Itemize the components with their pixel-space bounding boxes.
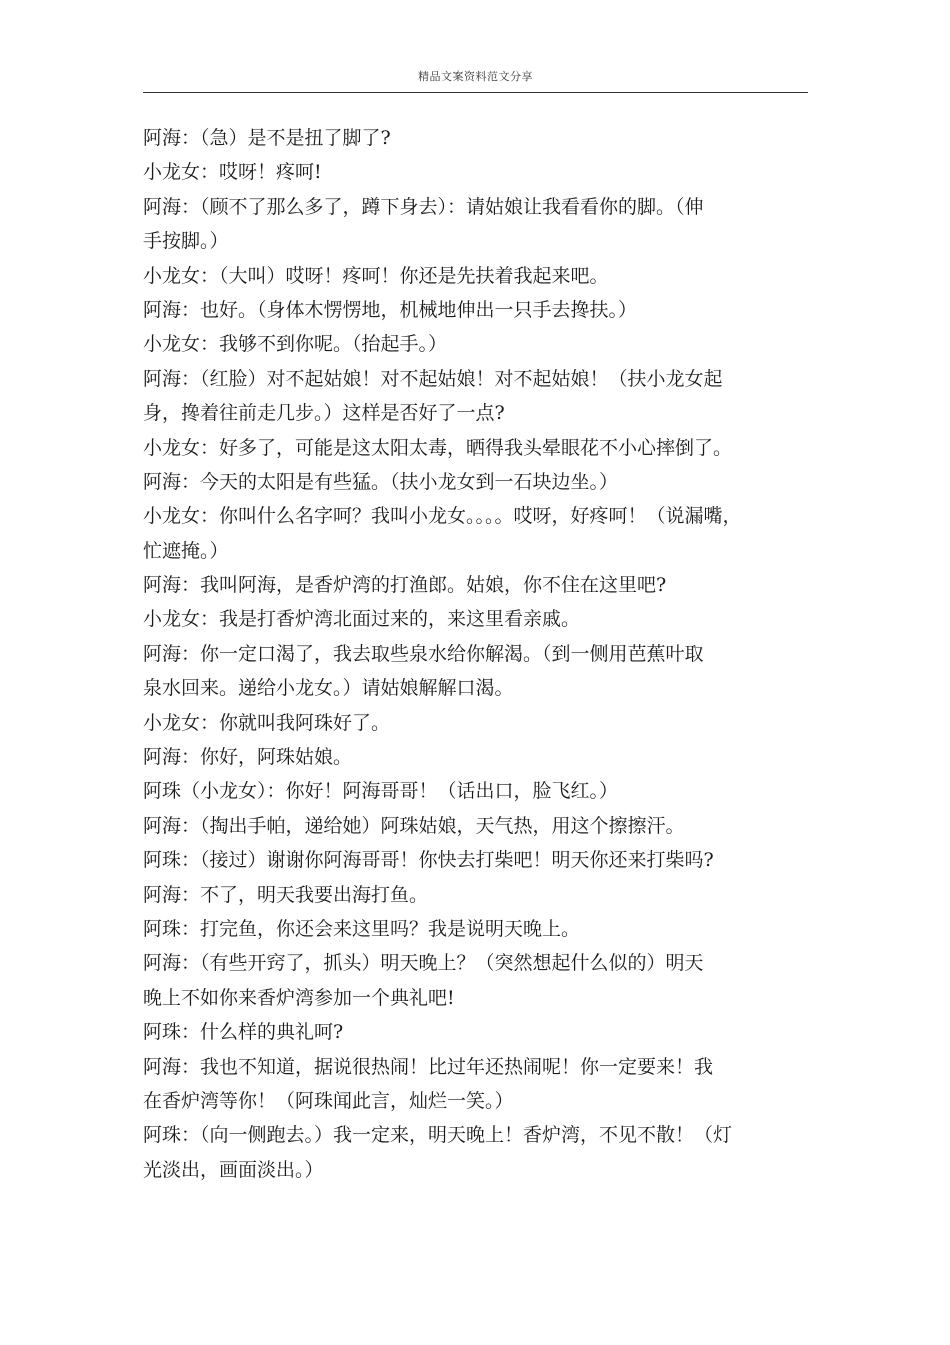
script-line: 在香炉湾等你！（阿珠闻此言，灿烂一笑。） <box>143 1089 514 1112</box>
script-line: 阿海：（顾不了那么多了，蹲下身去）：请姑娘让我看看你的脚。（伸 <box>143 195 704 218</box>
script-line: 小龙女：你叫什么名字呵？我叫小龙女。。。。哎呀，好疼呵！（说漏嘴， <box>143 505 742 528</box>
script-line: 阿珠：（向一侧跑去。）我一定来，明天晚上！香炉湾，不见不散！（灯 <box>143 1124 733 1147</box>
script-line: 阿海：我叫阿海，是香炉湾的打渔郎。姑娘，你不住在这里吧? <box>143 574 667 597</box>
script-line: 阿海：你一定口渴了，我去取些泉水给你解渴。（到一侧用芭蕉叶取 <box>143 642 704 665</box>
script-line: 阿海：（掏出手帕，递给她）阿珠姑娘，天气热，用这个擦擦汗。 <box>143 814 685 837</box>
script-line: 手按脚。） <box>143 230 229 253</box>
script-line: 阿海：（急）是不是扭了脚了? <box>143 127 391 149</box>
script-line: 小龙女：你就叫我阿珠好了。 <box>143 711 391 734</box>
script-body <box>143 121 808 1187</box>
script-line: 阿海：你好，阿珠姑娘。 <box>143 746 353 769</box>
script-line: 小龙女：我够不到你呢。（抬起手。） <box>143 333 448 356</box>
script-line: 阿海：也好。（身体木愣愣地，机械地伸出一只手去搀扶。） <box>143 298 638 321</box>
script-line: 阿海：我也不知道，据说很热闹！比过年还热闹呢！你一定要来！我 <box>143 1055 714 1078</box>
script-line: 光淡出，画面淡出。） <box>143 1158 324 1181</box>
script-line: 阿珠：（接过）谢谢你阿海哥哥！你快去打柴吧！明天你还来打柴吗? <box>143 849 714 872</box>
script-line: 晚上不如你来香炉湾参加一个典礼吧! <box>143 986 455 1009</box>
script-line: 阿珠：什么样的典礼呵? <box>143 1021 344 1044</box>
script-line: 小龙女：好多了，可能是这太阳太毒，晒得我头晕眼花不小心摔倒了。 <box>143 436 733 459</box>
script-line: 泉水回来。递给小龙女。）请姑娘解解口渴。 <box>143 677 514 700</box>
page-header <box>143 62 808 93</box>
script-line: 小龙女：我是打香炉湾北面过来的，来这里看亲戚。 <box>143 608 581 631</box>
script-line: 阿海：不了，明天我要出海打鱼。 <box>143 883 429 906</box>
script-line: 小龙女：（大叫）哎呀！疼呵！你还是先扶着我起来吧。 <box>143 264 609 287</box>
script-line: 忙遮掩。） <box>143 539 229 562</box>
script-line: 阿珠（小龙女）：你好！阿海哥哥！（话出口，脸飞红。） <box>143 780 619 803</box>
script-line: 阿海：（红脸）对不起姑娘！对不起姑娘！对不起姑娘！（扶小龙女起 <box>143 367 723 390</box>
script-line: 阿海：（有些开窍了，抓头）明天晚上？（突然想起什么似的）明天 <box>143 952 704 975</box>
script-line: 阿海：今天的太阳是有些猛。（扶小龙女到一石块边坐。） <box>143 470 619 493</box>
script-line: 小龙女：哎呀！疼呵! <box>143 161 322 184</box>
header-title: 精品文案资料范文分享 <box>418 70 533 83</box>
script-line: 阿珠：打完鱼，你还会来这里吗？我是说明天晚上。 <box>143 917 581 940</box>
script-line: 身，搀着往前走几步。）这样是否好了一点? <box>143 402 505 425</box>
